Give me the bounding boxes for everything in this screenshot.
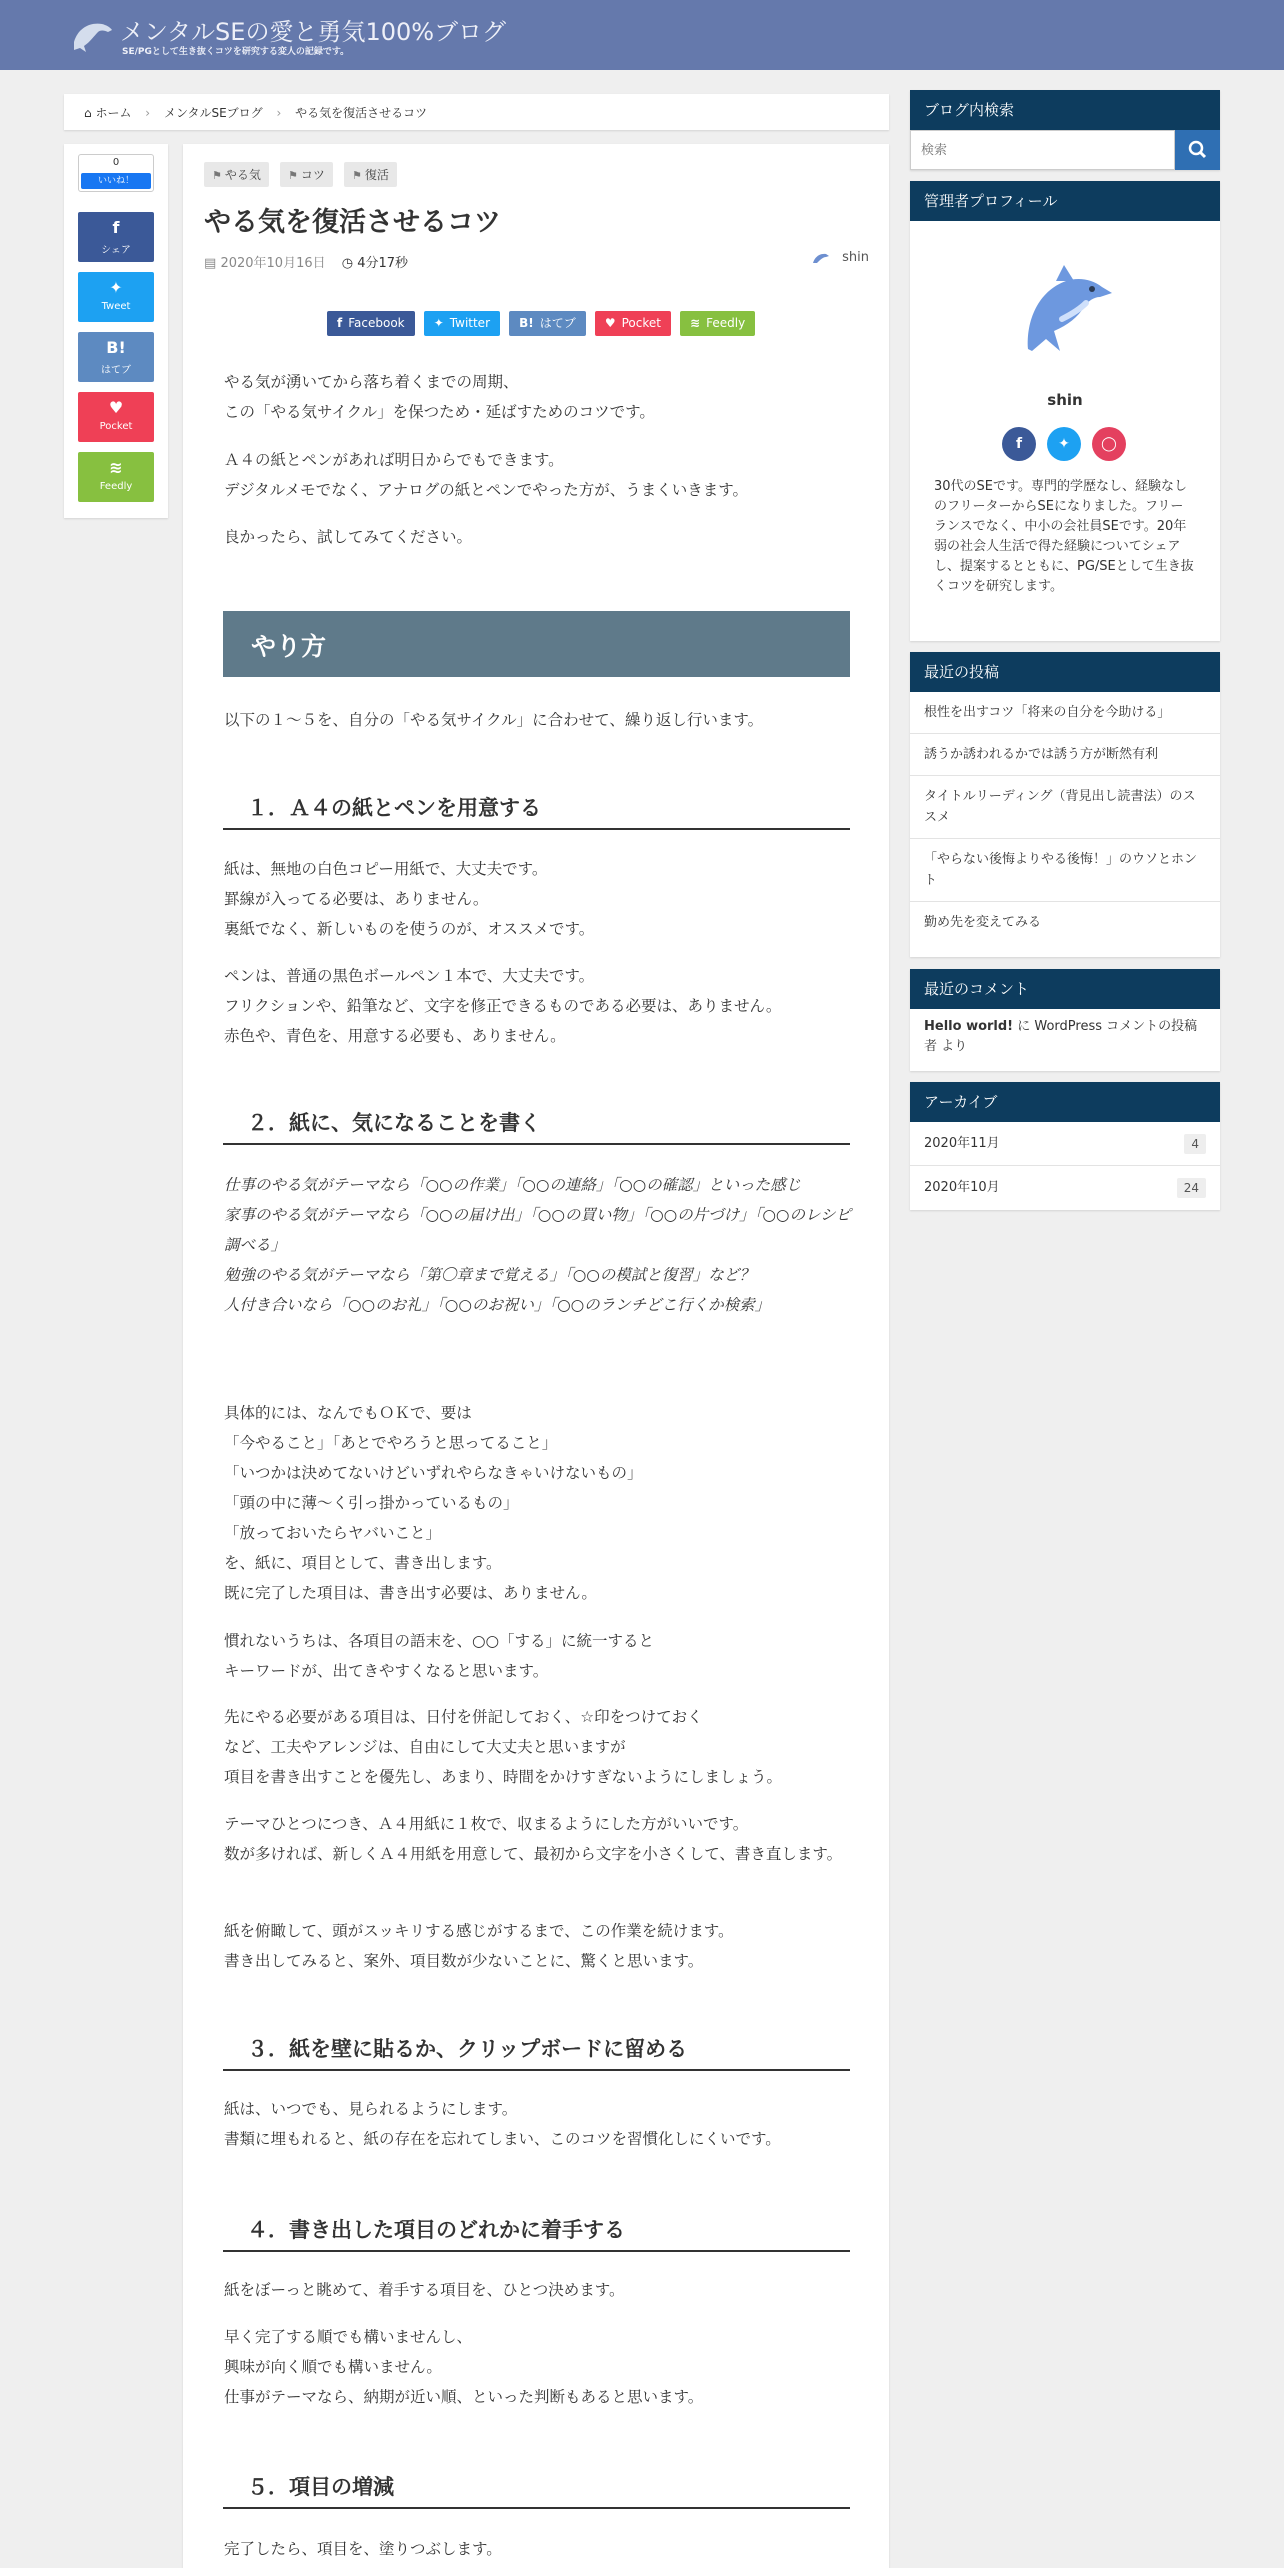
hatena-icon: B! (519, 316, 534, 330)
tag-link[interactable] (280, 162, 333, 187)
dolphin-avatar-icon (1010, 251, 1120, 361)
widget-title: 最近の投稿 (910, 652, 1220, 692)
twitter-profile-link[interactable] (1047, 427, 1081, 461)
twitter-icon: ✦ (433, 316, 444, 330)
feedly-share-button[interactable] (680, 311, 755, 336)
instagram-profile-link[interactable] (1092, 427, 1126, 461)
widget-title: ブログ内検索 (910, 90, 1220, 130)
example-list: 仕事のやる気がテーマなら「○○の作業」「○○の連絡」「○○の確認」といった感じ 家事のやる気がテーマなら「○○の届け出」「○○の買い物」「○○の片づけ」「○○のレシピ調べる」 勉強のやる気がテーマなら「第〇章まで覚える」「○○の模試と復習」など？ 人付き合いなら「○○のお礼」「○○のお祝い」「○○のランチどこ行くか検索」 (224, 1176, 852, 1314)
comment-author-link[interactable]: WordPress コメントの投稿者 (924, 1019, 1198, 1054)
paragraph: 紙は、いつでも、見られるようにします。 書類に埋もれると、紙の存在を忘れてしまい、このコツを習慣化しにくいです。 (224, 2100, 781, 2148)
post-meta (204, 252, 408, 271)
recent-comment (910, 1009, 1220, 1065)
subsection-heading: ２．紙に、気になることを書く (223, 1107, 850, 1145)
author-name: shin (842, 250, 869, 265)
dolphin-logo-icon[interactable] (70, 14, 114, 54)
twitter-icon: ✦ (109, 278, 123, 297)
recent-posts-widget (910, 652, 1220, 957)
hatena-icon: B! (106, 338, 126, 357)
subsection-heading: １．Ａ４の紙とペンを用意する (223, 792, 850, 830)
clock-icon: ◷ (341, 256, 354, 271)
subsection-heading: ３．紙を壁に貼るか、クリップボードに留める (223, 2033, 850, 2071)
breadcrumb-separator-icon: › (276, 106, 282, 120)
feedly-share-label: Feedly (706, 316, 746, 330)
section-heading: やり方 (223, 611, 850, 677)
subsection-heading: ４．書き出した項目のどれかに着手する (223, 2214, 850, 2252)
paragraph: 以下の１～５を、自分の「やる気サイクル」に合わせて、繰り返し行います。 (224, 711, 764, 729)
reading-time: 4分17秒 (357, 256, 409, 271)
paragraph: 紙を俯瞰して、頭がスッキリする感じがするまで、この作業を続けます。 書き出してみると、案外、項目数が少ないことに、驚くと思います。 (224, 1922, 734, 1970)
profile-widget (910, 181, 1220, 641)
author-avatar-icon (812, 251, 830, 265)
tag-list (204, 162, 403, 187)
breadcrumb-separator-icon: › (145, 106, 151, 120)
site-tagline: SE/PGとして生き抜くコツを研究する変人の記録です。 (122, 47, 350, 57)
facebook-share-button[interactable] (327, 311, 415, 336)
pocket-share-button[interactable] (78, 392, 154, 442)
pocket-icon: ♥ (604, 316, 616, 330)
pocket-share-label: Pocket (621, 316, 661, 330)
tag-icon: ⚑ (287, 169, 298, 182)
tag-link[interactable] (344, 162, 397, 187)
article (183, 144, 889, 2568)
site-header (0, 0, 1284, 70)
archive-month: 2020年10月 (924, 1180, 1000, 1195)
facebook-share-label: シェア (101, 245, 131, 256)
feedly-share-button[interactable] (78, 452, 154, 502)
tag-icon: ⚑ (212, 169, 222, 182)
paragraph: テーマひとつにつき、Ａ４用紙に１枚で、収まるようにした方がいいです。 数が多ければ、新しくＡ４用紙を用意して、最初から文字を小さくして、書き直します。 (224, 1815, 843, 1863)
breadcrumb-current: やる気を復活させるコツ (295, 106, 428, 120)
tag-icon: ⚑ (351, 169, 362, 182)
facebook-like-widget (78, 154, 154, 192)
recent-post-link[interactable]: 「やらない後悔よりやる後悔！」のウソとホント (910, 839, 1220, 902)
widget-title: アーカイブ (910, 1082, 1220, 1122)
recent-post-link[interactable]: 勤め先を変えてみる (924, 915, 1042, 930)
site-title[interactable]: メンタル‍SEの愛と勇気100%ブログ (120, 18, 507, 46)
facebook-icon: f (112, 218, 120, 237)
archive-link[interactable] (910, 1122, 1220, 1166)
widget-title: 最近のコメント (910, 969, 1220, 1009)
paragraph: 早く完了する順でも構いませんし、 興味が向く順でも構いません。 仕事がテーマなら、納期が近い順、といった判断もあると思います。 (224, 2328, 704, 2406)
facebook-share-button[interactable] (78, 212, 154, 262)
profile-description: 30代のSEです。専門的学歴なし、経験なしのフリーターからSEになりました。フリーランスでなく、中小の会社員SEです。20年弱の社会人生活で得た経験についてシェアし、提案するとともに、PG/SEとして生き抜くコツを研究します。 (934, 479, 1194, 594)
home-icon: ⌂ (84, 106, 92, 120)
search-icon (1175, 130, 1220, 170)
feedly-icon: ≋ (690, 316, 701, 330)
twitter-share-button[interactable] (424, 311, 500, 336)
paragraph: 具体的には、なんでもＯＫで、要は 「今やること」「あとでやろうと思ってること」 「いつかは決めてないけどいずれやらなきゃいけないもの」 「頭の中に薄～く引っ掛かっているもの」 「放っておいたらヤバいこと」 を、紙に、項目として、書き出します。 既に完了した項目は、書き出す必要は、ありません。 (224, 1404, 643, 1602)
paragraph: ペンは、普通の黒色ボールペン１本で、大丈夫です。 フリクションや、鉛筆など、文字を修正できるものである必要は、ありません。 赤色や、青色を、用意する必要も、ありません。 (224, 967, 782, 1045)
share-button-row (327, 311, 759, 336)
comment-suffix: より (937, 1039, 968, 1054)
archive-widget (910, 1082, 1220, 1210)
recent-post-link[interactable]: 誘うか誘われるかでは誘う方が断然有利 (910, 734, 1220, 776)
feedly-icon: ≋ (109, 458, 123, 477)
paragraph: 紙をぼーっと眺めて、着手する項目を、ひとつ決めます。 (224, 2281, 625, 2299)
widget-title: 管理者プロフィール (910, 181, 1220, 221)
tag-label: やる気 (224, 168, 261, 182)
search-widget (910, 90, 1220, 170)
comment-connector: に (1013, 1019, 1035, 1034)
post-date: 2020年10月16日 (220, 256, 326, 271)
pocket-share-button[interactable] (595, 311, 671, 336)
breadcrumb (64, 94, 889, 130)
paragraph: やる気が湧いてから落ち着くまでの周期、 この「やる気サイクル」を保つため・延ばすためのコツです。 (224, 373, 655, 421)
tag-label: コツ (300, 168, 325, 182)
hatena-share-label: はてブ (539, 316, 576, 330)
archive-count-badge: 4 (1184, 1134, 1206, 1154)
post-title: やる気を復活させるコツ (204, 207, 501, 238)
post-author[interactable] (812, 250, 869, 265)
facebook-share-label: Facebook (348, 316, 405, 330)
tag-link[interactable] (204, 162, 269, 187)
facebook-icon: f (337, 316, 343, 330)
tag-label: 復活 (364, 168, 389, 182)
like-count: 0 (112, 157, 120, 168)
hatena-share-button[interactable] (78, 332, 154, 382)
recent-comments-widget (910, 969, 1220, 1071)
facebook-profile-link[interactable] (1002, 427, 1036, 461)
paragraph: 紙は、無地の白色コピー用紙で、大丈夫です。 罫線が入ってる必要は、ありません。 裏紙でなく、新しいものを使うのが、オススメです。 (224, 860, 595, 938)
facebook-icon: f (1015, 436, 1023, 452)
archive-count-badge: 24 (1177, 1178, 1206, 1198)
twitter-share-label: Twitter (449, 316, 490, 330)
profile-name: shin (1047, 391, 1083, 409)
instagram-icon: ◯ (1101, 436, 1117, 452)
paragraph: Ａ４の紙とペンがあれば明日からでもできます。 デジタルメモでなく、アナログの紙とペンでやった方が、うまくいきます。 (224, 451, 749, 499)
twitter-share-label: Tweet (101, 301, 131, 312)
side-share-panel (64, 144, 168, 518)
paragraph: 完了したら、項目を、塗りつぶします。 (224, 2540, 502, 2558)
twitter-share-button[interactable] (78, 272, 154, 322)
calendar-icon: ▤ (204, 256, 217, 271)
search-input[interactable] (910, 130, 1175, 170)
archive-link[interactable] (910, 1166, 1220, 1210)
breadcrumb-category-link[interactable]: メンタルSEブログ (163, 106, 263, 120)
subsection-heading: ５．項目の増減 (223, 2471, 850, 2509)
feedly-share-label: Feedly (99, 481, 133, 492)
pocket-share-label: Pocket (99, 421, 133, 432)
recent-post-link[interactable]: タイトルリーディング（背見出し読書法）のススメ (910, 776, 1220, 839)
pocket-icon: ♥ (108, 398, 124, 417)
breadcrumb-home-link[interactable]: ホーム (95, 106, 132, 120)
paragraph: 良かったら、試してみてください。 (224, 528, 473, 546)
like-button[interactable]: いいね！ (81, 173, 151, 189)
recent-post-link[interactable]: 根性を出すコツ「将来の自分を今助ける」 (910, 692, 1220, 734)
comment-post-link[interactable]: Hello world! (924, 1019, 1014, 1034)
hatena-share-label: はてブ (101, 365, 131, 376)
search-button[interactable] (1175, 130, 1220, 170)
paragraph: 慣れないうちは、各項目の語末を、○○「する」に統一すると キーワードが、出てきやすくなると思います。 (224, 1632, 655, 1680)
paragraph: 先にやる必要がある項目は、日付を併記しておく、☆印をつけておく など、工夫やアレンジは、自由にして大丈夫と思いますが 項目を書き出すことを優先し、あまり、時間をかけすぎないようにしましょう。 (224, 1708, 783, 1786)
twitter-icon: ✦ (1058, 436, 1070, 452)
hatena-share-button[interactable] (509, 311, 586, 336)
archive-month: 2020年11月 (924, 1136, 1000, 1151)
